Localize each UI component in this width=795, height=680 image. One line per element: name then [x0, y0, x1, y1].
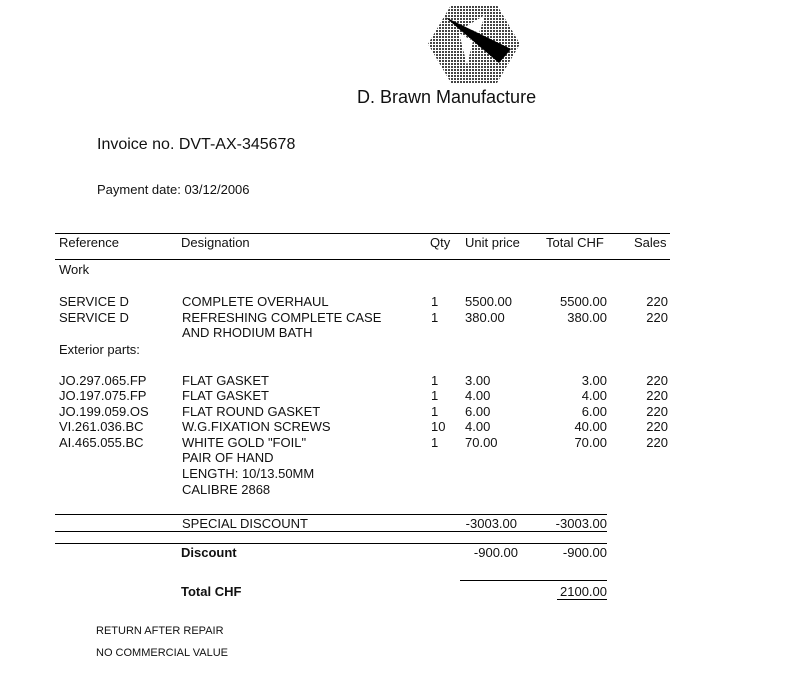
table-cell-total: 6.00	[581, 404, 607, 419]
extra-line: PAIR OF HAND	[182, 450, 274, 465]
total-label: Total CHF	[181, 584, 242, 599]
col-unit-price: Unit price	[465, 235, 520, 250]
table-cell-qty: 1	[431, 404, 439, 419]
table-cell-designation: FLAT ROUND GASKET	[182, 404, 321, 419]
table-cell-sales: 220	[646, 310, 668, 325]
table-cell-total: 40.00	[574, 419, 607, 434]
table-cell-total: 4.00	[581, 388, 607, 403]
table-cell-ref: VI.261.036.BC	[59, 419, 144, 434]
table-cell-sales: 220	[646, 294, 668, 309]
table-cell-ref: SERVICE D	[59, 310, 129, 325]
table-cell-unit-price: 3.00	[465, 373, 491, 388]
note-return: RETURN AFTER REPAIR	[96, 625, 224, 637]
table-cell-designation: WHITE GOLD "FOIL"	[182, 435, 307, 450]
section-exterior-parts: Exterior parts:	[59, 342, 140, 357]
table-cell-qty: 1	[431, 310, 439, 325]
discount-total: -900.00	[562, 545, 607, 560]
company-name: D. Brawn Manufacture	[357, 87, 537, 107]
table-cell-sales: 220	[646, 419, 668, 434]
table-cell-qty: 10	[431, 419, 446, 434]
section-work: Work	[59, 262, 90, 277]
table-cell-qty: 1	[431, 373, 439, 388]
table-cell-total: 70.00	[574, 435, 607, 450]
discount-unit: -900.00	[473, 545, 518, 560]
table-cell-sales: 220	[646, 404, 668, 419]
table-cell-designation: FLAT GASKET	[182, 388, 269, 403]
table-cell-unit-price: 380.00	[465, 310, 505, 325]
table-cell-ref: JO.199.059.OS	[59, 404, 149, 419]
table-top-rule	[55, 233, 670, 234]
company-logo	[427, 3, 521, 85]
table-cell-unit-price: 4.00	[465, 419, 491, 434]
table-cell-ref: AI.465.055.BC	[59, 435, 144, 450]
invoice-number: Invoice no. DVT-AX-345678	[97, 136, 296, 153]
table-cell-total: 5500.00	[560, 294, 607, 309]
table-cell-total: 3.00	[581, 373, 607, 388]
col-reference: Reference	[59, 235, 119, 250]
extra-line: CALIBRE 2868	[182, 482, 271, 497]
table-cell-designation: W.G.FIXATION SCREWS	[182, 419, 331, 434]
table-cell-unit-price: 70.00	[465, 435, 498, 450]
table-cell-sales: 220	[646, 373, 668, 388]
note-commercial: NO COMMERCIAL VALUE	[96, 647, 229, 659]
col-sales: Sales	[634, 235, 667, 250]
special-discount-rule	[55, 514, 607, 515]
table-cell-qty: 1	[431, 388, 439, 403]
table-cell-designation: REFRESHING COMPLETE CASE	[182, 310, 382, 325]
payment-date: Payment date: 03/12/2006	[97, 182, 250, 197]
table-cell-unit-price: 5500.00	[465, 294, 512, 309]
table-cell-designation: COMPLETE OVERHAUL	[182, 294, 329, 309]
table-cell-ref: JO.197.075.FP	[59, 388, 147, 403]
table-header-rule	[55, 259, 670, 260]
table-cell-qty: 1	[431, 435, 439, 450]
table-cell-unit-price: 4.00	[465, 388, 491, 403]
table-cell-total: 380.00	[567, 310, 607, 325]
discount-label: Discount	[181, 545, 237, 560]
table-cell-unit-price: 6.00	[465, 404, 491, 419]
special-discount-bottom-rule	[55, 531, 607, 532]
col-qty: Qty	[430, 235, 451, 250]
table-cell-qty: 1	[431, 294, 439, 309]
extra-line: LENGTH: 10/13.50MM	[182, 466, 315, 481]
total-rule	[460, 580, 607, 581]
total-value: 2100.00	[560, 584, 607, 599]
special-discount-total: -3003.00	[555, 516, 607, 531]
discount-rule	[55, 543, 607, 544]
col-total: Total CHF	[546, 235, 604, 250]
table-cell-sales: 220	[646, 388, 668, 403]
table-cell-designation: FLAT GASKET	[182, 373, 269, 388]
special-discount-label: SPECIAL DISCOUNT	[182, 516, 308, 531]
table-cell-sales: 220	[646, 435, 668, 450]
table-cell-designation-cont: AND RHODIUM BATH	[182, 325, 313, 340]
table-cell-ref: SERVICE D	[59, 294, 129, 309]
col-designation: Designation	[181, 235, 250, 250]
table-cell-ref: JO.297.065.FP	[59, 373, 147, 388]
total-bottom-rule	[557, 599, 607, 600]
special-discount-unit: -3003.00	[465, 516, 517, 531]
